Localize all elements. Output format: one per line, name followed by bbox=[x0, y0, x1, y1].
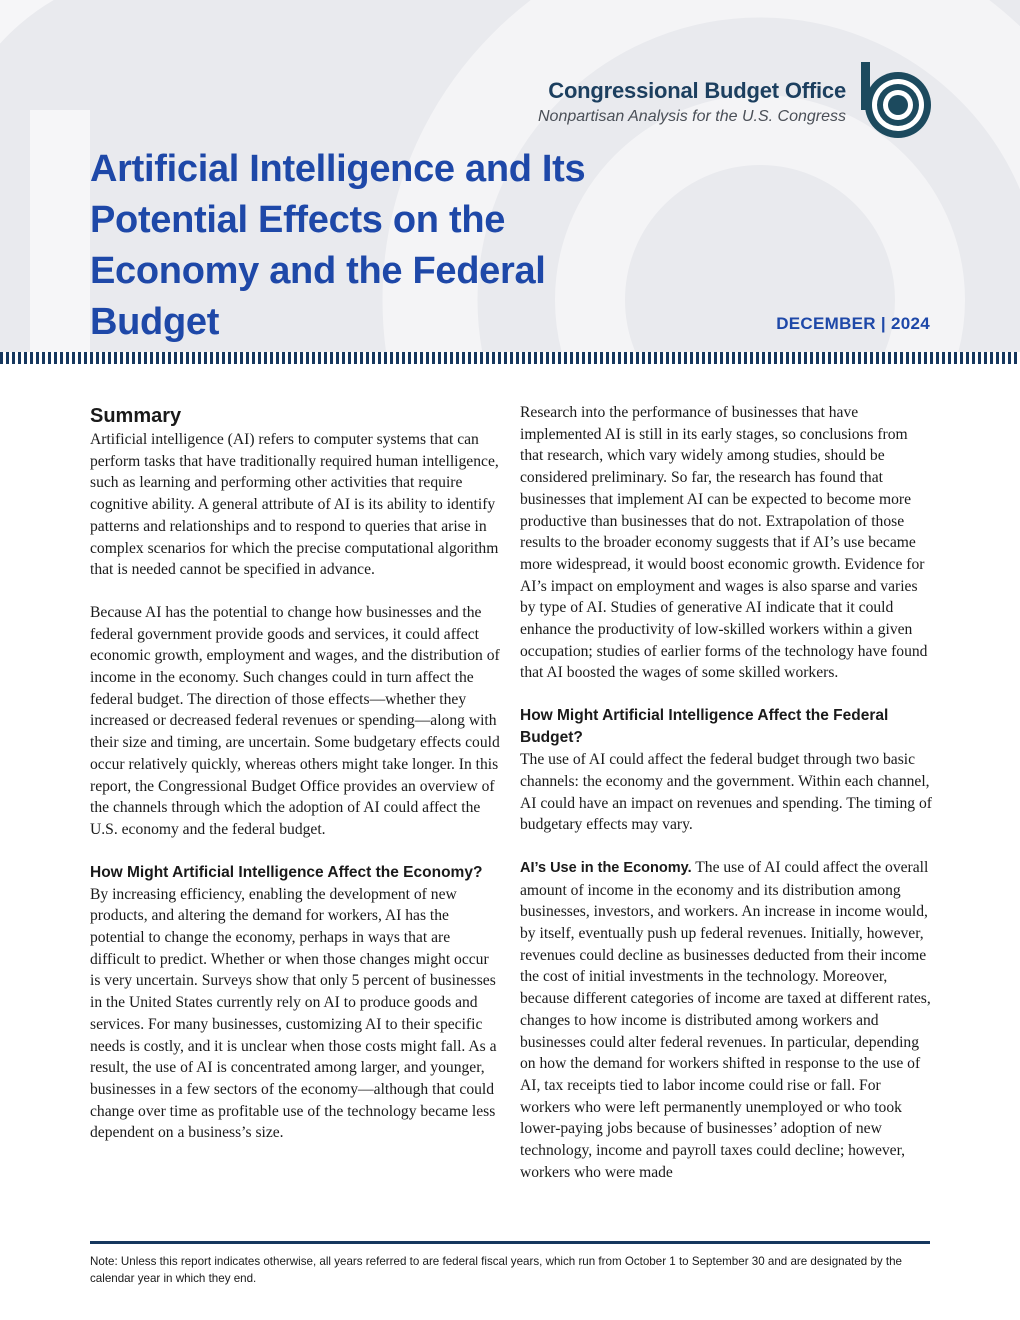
left-column bbox=[90, 402, 502, 1144]
economy-use-paragraph bbox=[520, 857, 932, 1184]
org-block bbox=[538, 78, 846, 126]
footer-rule bbox=[90, 1241, 930, 1244]
org-name: Congressional Budget Office bbox=[548, 78, 846, 103]
budget-paragraph: The use of AI could affect the federal budget through two basic channels: the economy and the government. Within each channel, AI could have an impact on revenues and spending. The timing of budgetary effects may vary. bbox=[520, 751, 932, 834]
economy-use-lead: AI’s Use in the Economy. bbox=[520, 859, 692, 876]
summary-heading: Summary bbox=[90, 405, 182, 427]
cbo-logo-icon bbox=[858, 60, 934, 149]
economy-heading: How Might Artificial Intelligence Affect the Economy? bbox=[90, 863, 483, 881]
economy-use-text: The use of AI could affect the overall amount of income in the economy and its distribution among businesses, investors, and workers. An increase in income would, by itself, eventually push up federal revenues. Initially, however, revenues could decline as businesses deducted from their income the cost of initial investments in the technology. Moreover, because different categories of income are taxed at different rates, changes to how income is distributed among workers and businesses could alter federal revenues. In particular, depending on how the demand for workers shifted in response to the use of AI, tax receipts tied to labor income could rise or fall. For workers who were left permanently unemployed or who took lower-paying jobs because of businesses’ adoption of new technology, income and payroll taxes could decline; however, workers who were made bbox=[520, 858, 931, 1181]
research-paragraph: Research into the performance of businesses that have implemented AI is still in its early stages, so conclusions from that research, which vary widely among studies, should be considered preliminary. So far, the research has found that businesses that implement AI can be expected to become more productive than businesses that do not. Extrapolation of those results to the broader economy suggests that if AI’s use became more widespread, it would boost economic growth. Evidence for AI’s impact on employment and wages is also sparse and varies by type of AI. Studies of generative AI indicate that it could enhance the productivity of low-skilled workers within a given occupation; studies of earlier forms of the technology have found that AI boosted the wages of some skilled workers. bbox=[520, 404, 928, 682]
summary-paragraph-2: Because AI has the potential to change how businesses and the federal government provide goods and services, it could affect economic growth, employment and wages, and the distribution of income in the economy. Such changes could in turn affect the federal budget. The direction of those effects—whether they increased or decreased federal revenues or spending—along with their size and timing, are uncertain. Some budgetary effects could occur relatively quickly, whereas others might take longer. In this report, the Congressional Budget Office provides an overview of the channels through which the adoption of AI could affect the U.S. economy and the federal budget. bbox=[90, 603, 500, 838]
budget-heading: How Might Artificial Intelligence Affect the Federal Budget? bbox=[520, 707, 889, 747]
header-stripe bbox=[0, 352, 1020, 364]
report-date: DECEMBER | 2024 bbox=[776, 314, 930, 333]
summary-paragraph-1: Artificial intelligence (AI) refers to computer systems that can perform tasks that have traditionally required human intelligence, such as learning and performing other activities that require cognitive ability. A general attribute of AI is its ability to identify patterns and relationships and to respond to queries that arise in complex scenarios for which the precise computational algorithm that is needed cannot be specified in advance. bbox=[90, 431, 499, 579]
report-title: Artificial Intelligence and Its Potential Effects on the Economy and the Federal Budget bbox=[90, 148, 586, 343]
footer-note: Note: Unless this report indicates otherwise, all years referred to are federal fiscal years, which run from October 1 to September 30 and are designated by the calendar year in which they end. bbox=[90, 1255, 902, 1285]
economy-paragraph: By increasing efficiency, enabling the development of new products, and altering the demand for workers, AI has the potential to change the economy, perhaps in ways that are difficult to predict. Whether or when those changes might occur is very uncertain. Surveys show that only 5 percent of businesses in the United States currently rely on AI to produce goods and services. For many businesses, customizing AI to their specific needs is costly, and it is unclear when those costs might fall. As a result, the use of AI is concentrated among larger, and younger, businesses in a few sectors of the economy—although that could change over time as profitable use of the technology became less dependent on a business’s size. bbox=[90, 885, 497, 1142]
org-tagline: Nonpartisan Analysis for the U.S. Congress bbox=[538, 108, 846, 125]
right-column bbox=[520, 402, 932, 1184]
